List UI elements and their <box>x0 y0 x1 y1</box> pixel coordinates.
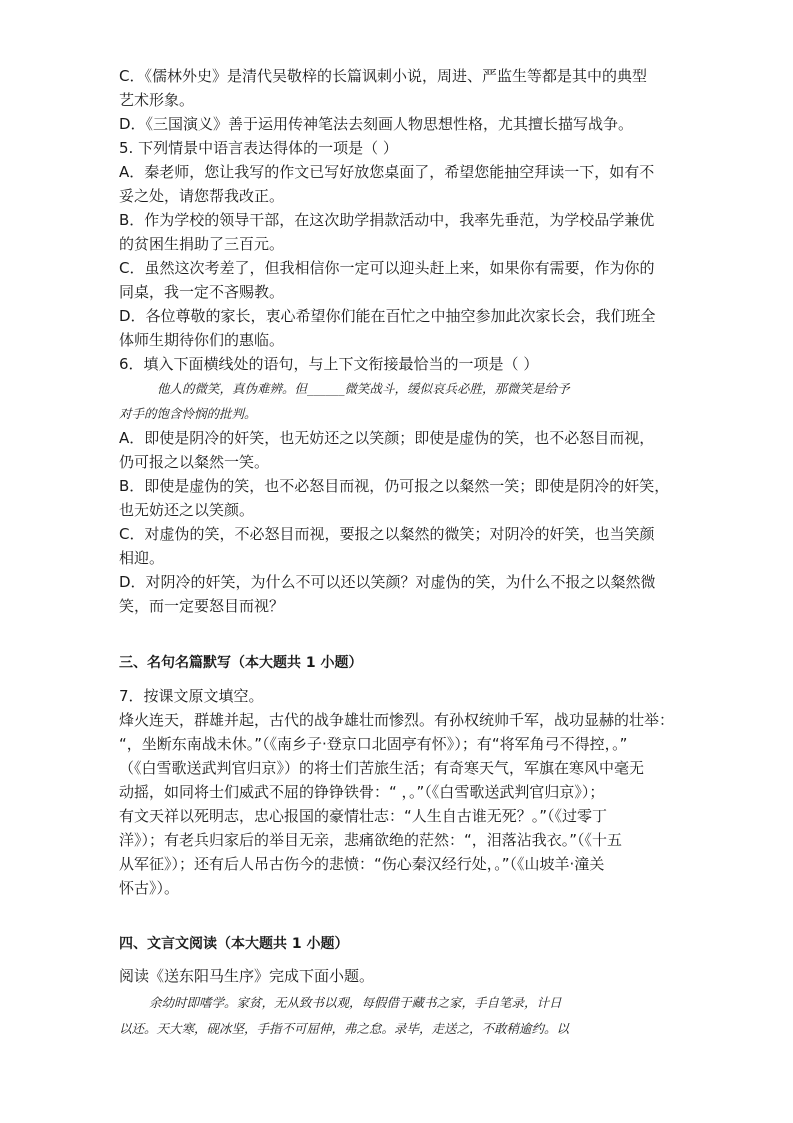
q7-text-line-6: 洋》）；有老兵归家后的举目无亲，悲痛欲绝的茫然：“，泪落沾我衣。”（《十五 <box>119 831 623 849</box>
q6-option-c-line-2: 相迎。 <box>119 549 165 567</box>
section-3-heading: 三、名句名篇默写（本大题共 1 小题） <box>119 655 363 671</box>
q5-option-d-line-1: D．各位尊敬的家长，衷心希望你们能在百忙之中抽空参加此次家长会，我们班全 <box>119 307 656 325</box>
question-6-title: 6．填入下面横线处的语句，与上下文衔接最恰当的一项是（ ） <box>119 355 539 373</box>
q5-option-a-line-2: 妥之处，请您帮我改正。 <box>119 187 285 205</box>
question-7-title: 7．按课文原文填空。 <box>119 687 264 705</box>
q6-option-d-line-1: D．对阴冷的奸笑，为什么不可以还以笑颜？对虚伪的笑，为什么不报之以粲然微 <box>119 573 656 591</box>
q7-text-line-3: （《白雪歌送武判官归京》）的将士们苦旅生活；有奇寒天气，军旗在寒风中毫无 <box>119 759 645 777</box>
classical-passage-line-2: 以还。天大寒，砚冰坚，手指不可屈伸，弗之怠。录毕，走送之，不敢稍逾约。以 <box>119 1021 570 1036</box>
q5-option-b-line-2: 的贫困生捐助了三百元。 <box>119 235 285 253</box>
option-c-line-2: 艺术形象。 <box>119 91 195 109</box>
option-c-line-1: C．《儒林外史》是清代吴敬梓的长篇讽刺小说，周进、严监生等都是其中的典型 <box>119 67 647 85</box>
q6-option-c-line-1: C．对虚伪的笑，不必怒目而视，要报之以粲然的微笑；对阴冷的奸笑，也当笑颜 <box>119 525 655 543</box>
question-5-title: 5. 下列情景中语言表达得体的一项是（ ） <box>119 139 398 157</box>
reading-instruction: 阅读《送东阳马生序》完成下面小题。 <box>119 967 375 985</box>
q6-option-a-line-1: A．即使是阴冷的奸笑，也无妨还之以笑颜；即使是虚伪的笑，也不必怒目而视， <box>119 429 655 447</box>
q6-option-d-line-2: 笑，而一定要怒目而视？ <box>119 597 285 615</box>
q7-text-line-8: 怀古》）。 <box>119 879 180 897</box>
classical-passage-line-1: 余幼时即嗜学。家贫，无从致书以观，每假借于藏书之家，手自笔录，计日 <box>149 995 562 1010</box>
q7-text-line-5: 有文天祥以死明志，忠心报国的豪情壮志：“人生自古谁无死？。”（《过零丁 <box>119 807 608 825</box>
q6-option-b-line-1: B．即使是虚伪的笑，也不必怒目而视，仍可报之以粲然一笑；即使是阴冷的奸笑， <box>119 477 670 495</box>
q7-text-line-1: 烽火连天，群雄并起，古代的战争雄壮而惨烈。有孙权统帅千军，战功显赫的壮举： <box>119 711 675 729</box>
q5-option-c-line-1: C．虽然这次考差了，但我相信你一定可以迎头赶上来，如果你有需要，作为你的 <box>119 259 655 277</box>
section-4-heading: 四、文言文阅读（本大题共 1 小题） <box>119 936 349 952</box>
q6-option-a-line-2: 仍可报之以粲然一笑。 <box>119 453 270 471</box>
q6-option-b-line-2: 也无妨还之以笑颜。 <box>119 501 255 519</box>
q6-passage-line-1: 他人的微笑，真伪难辨。但______微笑战斗，缓似哀兵必胜，那微笑是给予 <box>157 381 570 396</box>
q7-text-line-4: 动摇，如同将士们威武不屈的铮铮铁骨：“ ，。”（《白雪歌送武判官归京》）； <box>119 783 605 801</box>
q7-text-line-2: “，坐断东南战未休。”（《南乡子·登京口北固亭有怀》）；有“将军角弓不得控，。” <box>119 735 628 753</box>
q5-option-a-line-1: A．秦老师，您让我写的作文已写好放您桌面了，希望您能抽空拜读一下，如有不 <box>119 163 655 181</box>
q5-option-b-line-1: B．作为学校的领导干部，在这次助学捐款活动中，我率先垂范，为学校品学兼优 <box>119 211 655 229</box>
q5-option-c-line-2: 同桌，我一定不吝赐教。 <box>119 283 285 301</box>
q6-passage-line-2: 对手的饱含怜悯的批判。 <box>119 406 257 421</box>
q7-text-line-7: 从军征》）；还有后人吊古伤今的悲愤：“伤心秦汉经行处，。”（《山坡羊·潼关 <box>119 855 605 873</box>
option-d-line: D．《三国演义》善于运用传神笔法去刻画人物思想性格，尤其擅长描写战争。 <box>119 115 634 133</box>
q5-option-d-line-2: 体师生期待你们的惠临。 <box>119 331 285 349</box>
